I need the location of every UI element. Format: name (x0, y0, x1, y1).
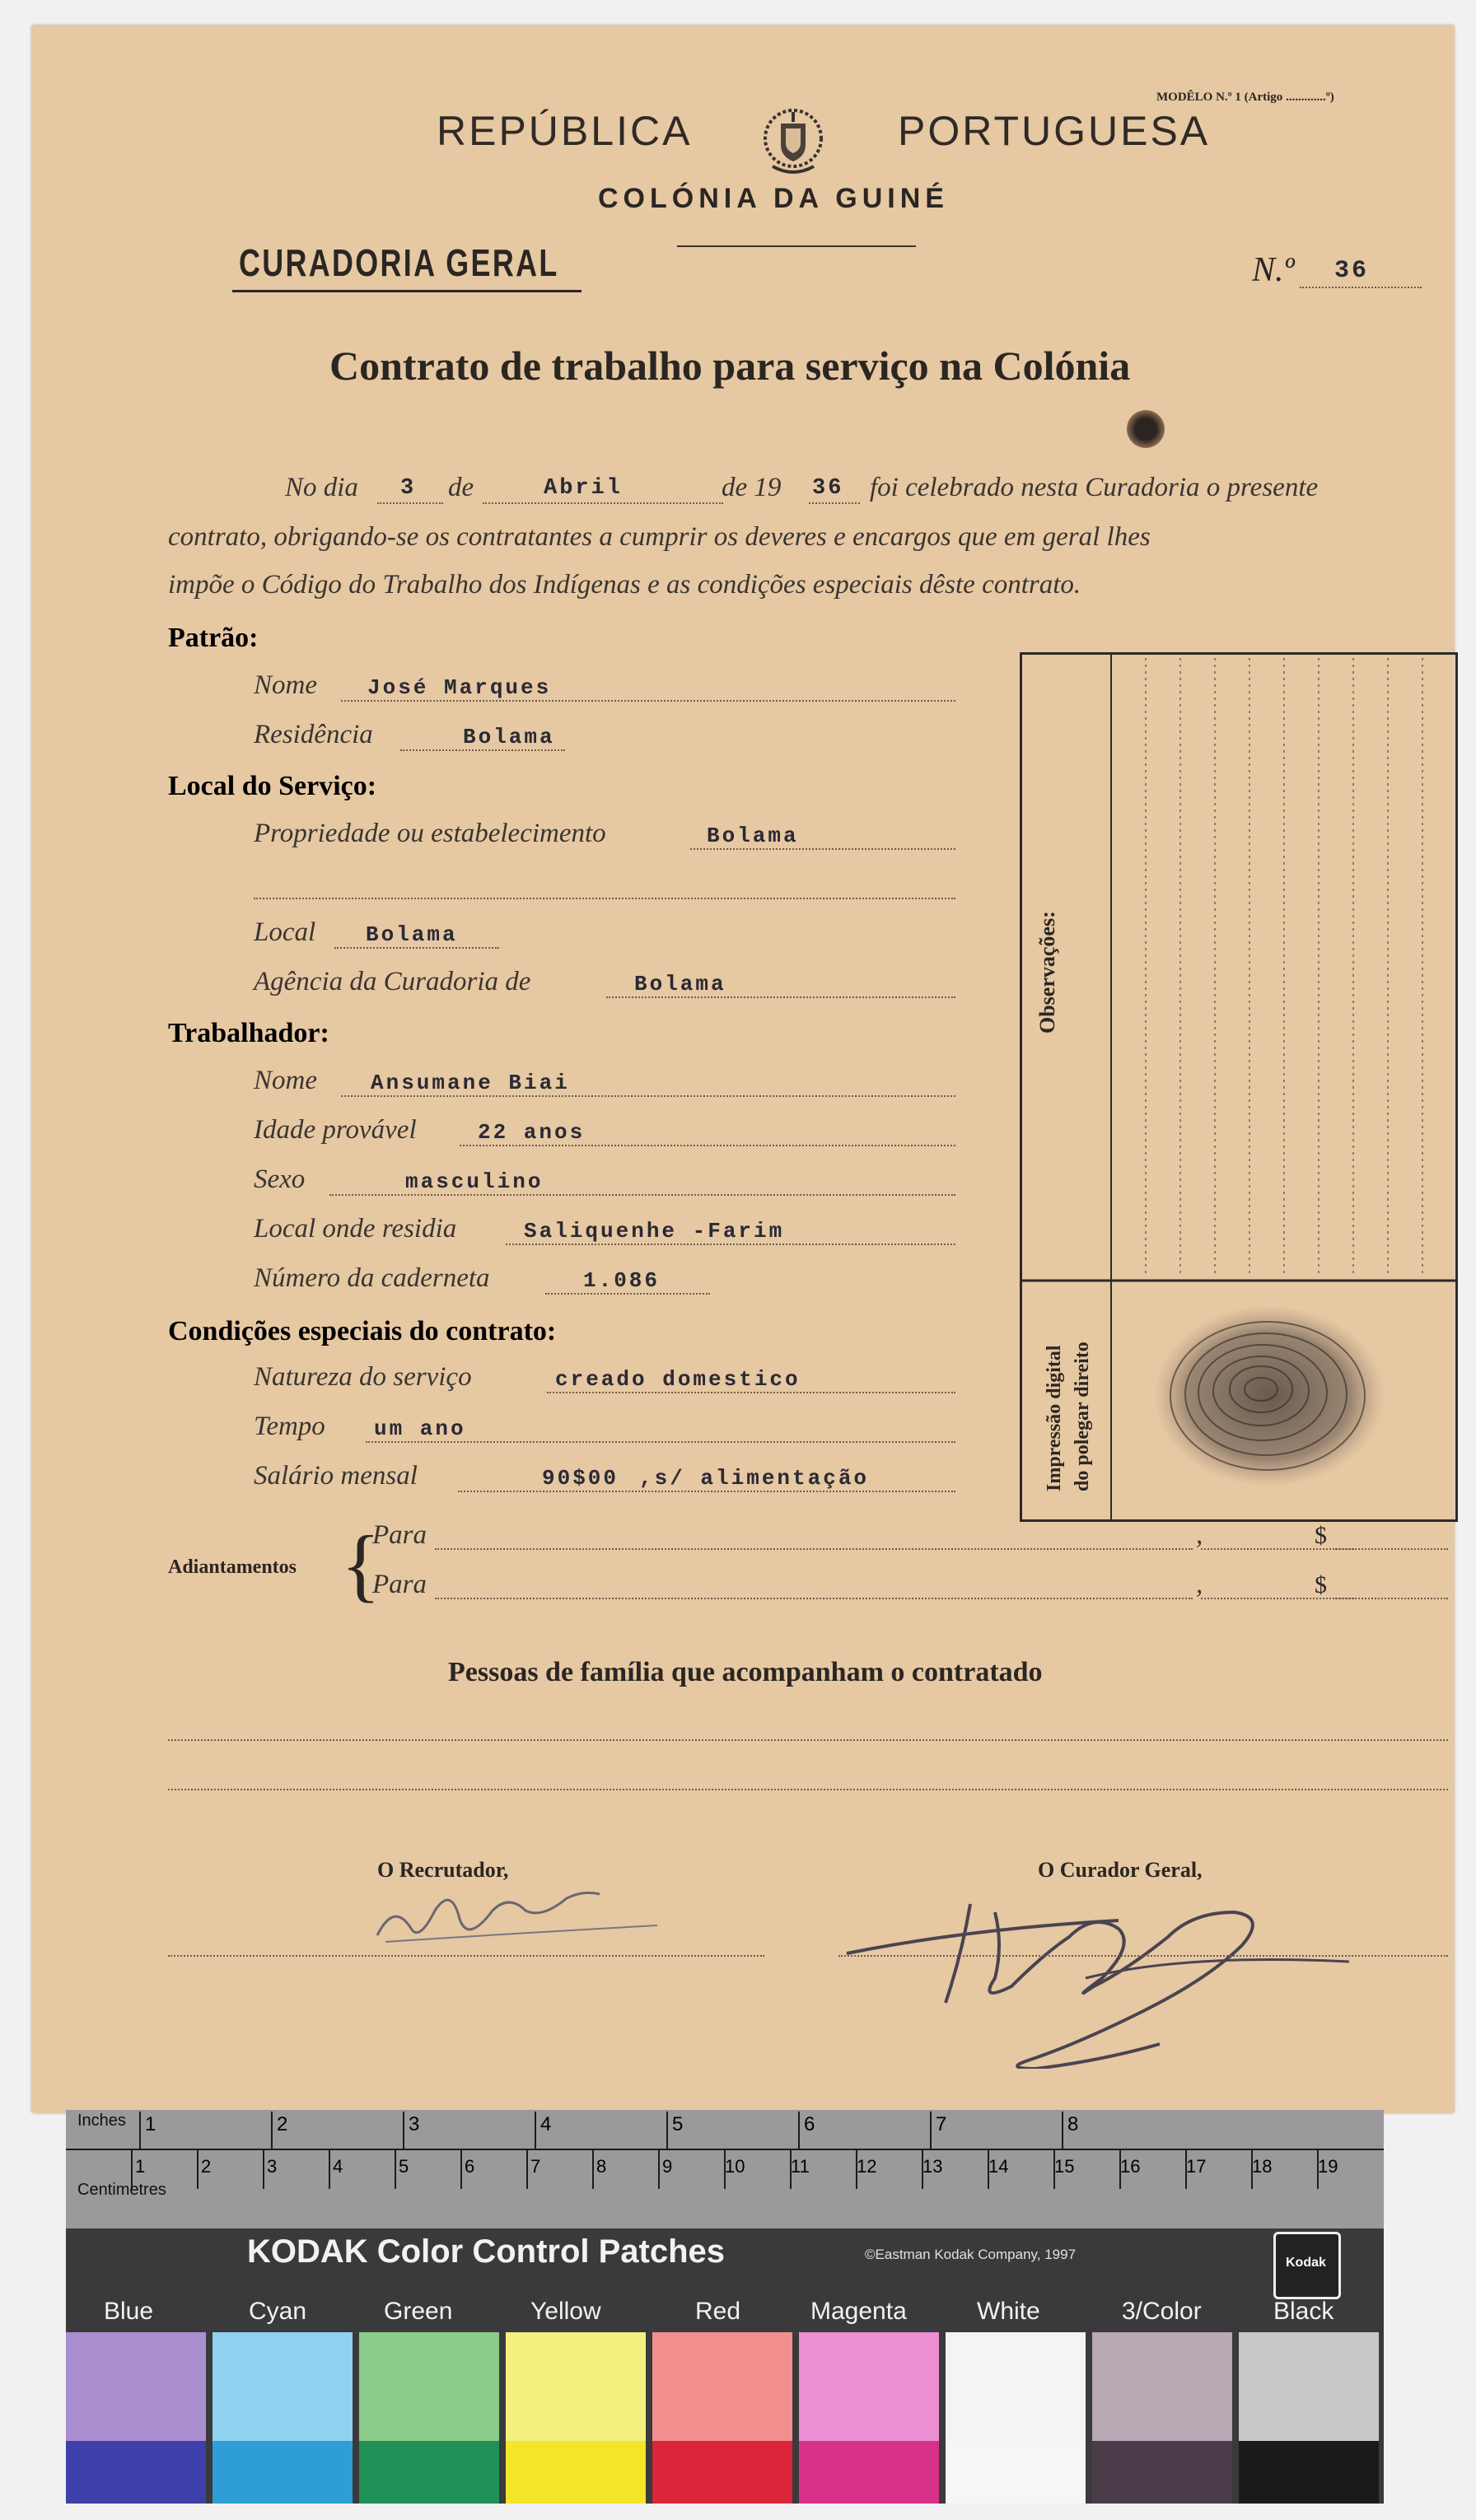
patch-bottom-blue (66, 2441, 206, 2504)
residia-value: Saliquenhe -Farim (524, 1219, 785, 1244)
patch-bottom-magenta (799, 2441, 939, 2504)
caderneta-value: 1.086 (583, 1268, 661, 1293)
patch-top-yellow (506, 2332, 646, 2441)
recrutador-signature (361, 1878, 690, 1952)
ink-blot (1127, 410, 1165, 448)
para2-label: Para (372, 1570, 427, 1599)
republic-left: REPÚBLICA (437, 108, 693, 154)
patrao-residencia-dots (400, 749, 565, 751)
agencia-label: Agência da Curadoria de (254, 967, 531, 996)
patch-top-red (652, 2332, 792, 2441)
residia-dots (506, 1244, 955, 1245)
cm-tick-5: 5 (399, 2156, 409, 2177)
para2-currency: $ (1315, 1571, 1327, 1598)
intro-no-dia: No dia (285, 473, 358, 502)
cm-tick-11: 11 (791, 2156, 810, 2177)
republic-right: PORTUGUESA (898, 108, 1211, 154)
patch-label-blue: Blue (104, 2298, 154, 2325)
cm-tick-19: 19 (1318, 2156, 1338, 2177)
inch-tick-1: 1 (145, 2113, 156, 2135)
ruler (66, 2110, 1384, 2228)
intro-rest: foi celebrado nesta Curadoria o presente (870, 473, 1319, 502)
trab-nome-value: Ansumane Biai (371, 1071, 570, 1095)
tempo-dots (366, 1441, 955, 1443)
month-dots (483, 502, 723, 504)
patch-label-white: White (977, 2298, 1040, 2325)
curador-signature (838, 1855, 1399, 2069)
cm-tick-4: 4 (333, 2156, 343, 2177)
observacoes-label: Observações: (1035, 911, 1059, 1034)
inch-tick-4: 4 (540, 2113, 552, 2135)
patch-bottom-3color (1092, 2441, 1232, 2504)
number-dots (1300, 287, 1422, 288)
patch-label-magenta: Magenta (810, 2298, 907, 2325)
office-underline (232, 290, 582, 292)
patch-top-3color (1092, 2332, 1232, 2441)
trab-nome-label: Nome (254, 1066, 317, 1095)
kodak-logo-text: Kodak (1286, 2256, 1326, 2270)
cm-tick-7: 7 (530, 2156, 541, 2177)
inch-tick-3: 3 (409, 2113, 420, 2135)
cm-tick-14: 14 (988, 2156, 1009, 2177)
patch-top-magenta (799, 2332, 939, 2441)
tempo-value: um ano (374, 1416, 466, 1441)
familia-heading: Pessoas de família que acompanham o contratado (448, 1657, 1043, 1687)
intro-year: 36 (812, 476, 844, 501)
kodak-color-control-strip (66, 2110, 1384, 2504)
observacoes-box (1020, 652, 1458, 1522)
salario-dots (458, 1491, 955, 1492)
header-divider (677, 245, 916, 247)
day-dots (377, 502, 443, 504)
local-value: Bolama (366, 922, 458, 947)
patch-bottom-yellow (506, 2441, 646, 2504)
patch-bottom-green (359, 2441, 499, 2504)
local-servico-heading: Local do Serviço: (168, 771, 377, 801)
cm-tick-8: 8 (596, 2156, 607, 2177)
patrao-nome-value: José Marques (367, 675, 552, 700)
curador-label: O Curador Geral, (1038, 1858, 1203, 1882)
salario-label: Salário mensal (254, 1461, 418, 1491)
idade-value: 22 anos (478, 1120, 586, 1145)
propriedade-dots-2 (254, 898, 955, 899)
inch-tick-6: 6 (804, 2113, 815, 2135)
patch-bottom-red (652, 2441, 792, 2504)
para2-amount-dots (1201, 1598, 1354, 1599)
document-paper (31, 25, 1455, 2113)
trab-nome-dots (341, 1095, 955, 1097)
propriedade-label: Propriedade ou estabelecimento (254, 819, 606, 848)
natureza-dots (547, 1392, 955, 1393)
ruler-cm-label: Centimetres (77, 2181, 166, 2199)
inch-tick-7: 7 (936, 2113, 947, 2135)
idade-dots (460, 1145, 955, 1146)
familia-line-2 (168, 1789, 1448, 1790)
cm-tick-1: 1 (135, 2156, 146, 2177)
natureza-label: Natureza do serviço (254, 1362, 472, 1392)
number-value: 36 (1334, 257, 1370, 285)
adiantamentos-label: Adiantamentos (168, 1556, 297, 1578)
intro-day: 3 (400, 476, 417, 501)
local-dots (334, 947, 499, 949)
year-dots (809, 502, 860, 504)
inch-tick-5: 5 (672, 2113, 684, 2135)
para1-label: Para (372, 1520, 427, 1550)
patch-bottom-cyan (213, 2441, 353, 2504)
adiantamentos-brace: { (341, 1519, 381, 1610)
recrutador-line (168, 1955, 764, 1957)
propriedade-dots (690, 848, 955, 850)
cm-tick-18: 18 (1252, 2156, 1273, 2177)
patch-top-blue (66, 2332, 206, 2441)
thumbprint-image (1146, 1299, 1393, 1501)
patrao-nome-label: Nome (254, 670, 317, 700)
colony-name: COLÓNIA DA GUINÉ (598, 183, 949, 214)
para1-comma: , (1196, 1520, 1203, 1550)
patrao-nome-dots (341, 700, 955, 702)
coat-of-arms-icon (756, 100, 830, 180)
cm-tick-13: 13 (922, 2156, 943, 2177)
kodak-logo (1273, 2232, 1341, 2299)
patch-label-red: Red (695, 2298, 741, 2325)
kodak-copyright: ©Eastman Kodak Company, 1997 (865, 2247, 1077, 2262)
tempo-label: Tempo (254, 1412, 325, 1441)
patch-label-green: Green (384, 2298, 453, 2325)
cm-tick-17: 17 (1186, 2156, 1207, 2177)
natureza-value: creado domestico (555, 1367, 801, 1392)
contract-title: Contrato de trabalho para serviço na Colónia (329, 343, 1131, 389)
patch-label-yellow: Yellow (530, 2298, 601, 2325)
salario-extra: ,s/ alimentação (639, 1466, 870, 1491)
residia-label: Local onde residia (254, 1214, 457, 1244)
sexo-value: masculino (405, 1169, 544, 1194)
kodak-title: KODAK Color Control Patches (247, 2233, 726, 2270)
cm-tick-2: 2 (201, 2156, 212, 2177)
patch-top-cyan (213, 2332, 353, 2441)
cm-tick-9: 9 (662, 2156, 673, 2177)
intro-line2: contrato, obrigando-se os contratantes a cumprir os deveres e encargos que em geral lhes (168, 522, 1151, 552)
patch-label-3color: 3/Color (1122, 2298, 1202, 2325)
propriedade-value: Bolama (707, 824, 799, 848)
patrao-residencia-label: Residência (254, 720, 373, 749)
salario-value: 90$00 (542, 1466, 619, 1491)
patch-top-black (1239, 2332, 1379, 2441)
office-name: CURADORIA GERAL (239, 241, 559, 284)
local-label: Local (254, 917, 316, 947)
familia-line-1 (168, 1739, 1448, 1741)
para1-dots (435, 1548, 1193, 1550)
patrao-heading: Patrão: (168, 623, 259, 653)
cm-tick-16: 16 (1120, 2156, 1141, 2177)
patch-top-white (946, 2332, 1086, 2441)
caderneta-label: Número da caderneta (254, 1263, 490, 1293)
para1-amount-dots (1201, 1548, 1354, 1550)
cm-tick-12: 12 (857, 2156, 877, 2177)
impressao-label-1: Impressão digital (1044, 1345, 1065, 1491)
patch-label-black: Black (1273, 2298, 1334, 2325)
curador-line (838, 1955, 1448, 1957)
cm-tick-6: 6 (465, 2156, 475, 2177)
patch-bottom-black (1239, 2441, 1379, 2504)
patch-bottom-white (946, 2441, 1086, 2504)
para2-cents-dots (1333, 1598, 1448, 1599)
idade-label: Idade provável (254, 1115, 417, 1145)
para2-comma: , (1196, 1570, 1203, 1599)
ruler-inches-label: Inches (77, 2112, 126, 2130)
agencia-dots (606, 996, 955, 998)
caderneta-dots (545, 1293, 710, 1295)
inch-tick-8: 8 (1067, 2113, 1079, 2135)
impressao-label-2: do polegar direito (1072, 1342, 1093, 1491)
sexo-dots (329, 1194, 955, 1196)
recrutador-label: O Recrutador, (377, 1858, 509, 1882)
condicoes-heading: Condições especiais do contrato: (168, 1316, 557, 1346)
intro-de2: de 19 (722, 473, 782, 502)
sexo-label: Sexo (254, 1164, 306, 1194)
cm-tick-15: 15 (1054, 2156, 1075, 2177)
patch-label-cyan: Cyan (249, 2298, 307, 2325)
cm-tick-3: 3 (267, 2156, 278, 2177)
intro-line3: impõe o Código do Trabalho dos Indígenas e as condições especiais dêste contrato. (168, 570, 1081, 600)
para2-dots (435, 1598, 1193, 1599)
number-label: N.º (1252, 251, 1295, 289)
agencia-value: Bolama (634, 972, 726, 996)
para1-cents-dots (1333, 1548, 1448, 1550)
intro-month: Abril (544, 476, 624, 501)
patch-top-green (359, 2332, 499, 2441)
para1-currency: $ (1315, 1522, 1327, 1549)
intro-de1: de (448, 473, 474, 502)
cm-tick-10: 10 (725, 2156, 745, 2177)
model-note: MODÊLO N.º 1 (Artigo .............º) (1156, 91, 1334, 104)
trabalhador-heading: Trabalhador: (168, 1018, 329, 1048)
inch-tick-2: 2 (277, 2113, 288, 2135)
patrao-residencia-value: Bolama (463, 725, 555, 749)
